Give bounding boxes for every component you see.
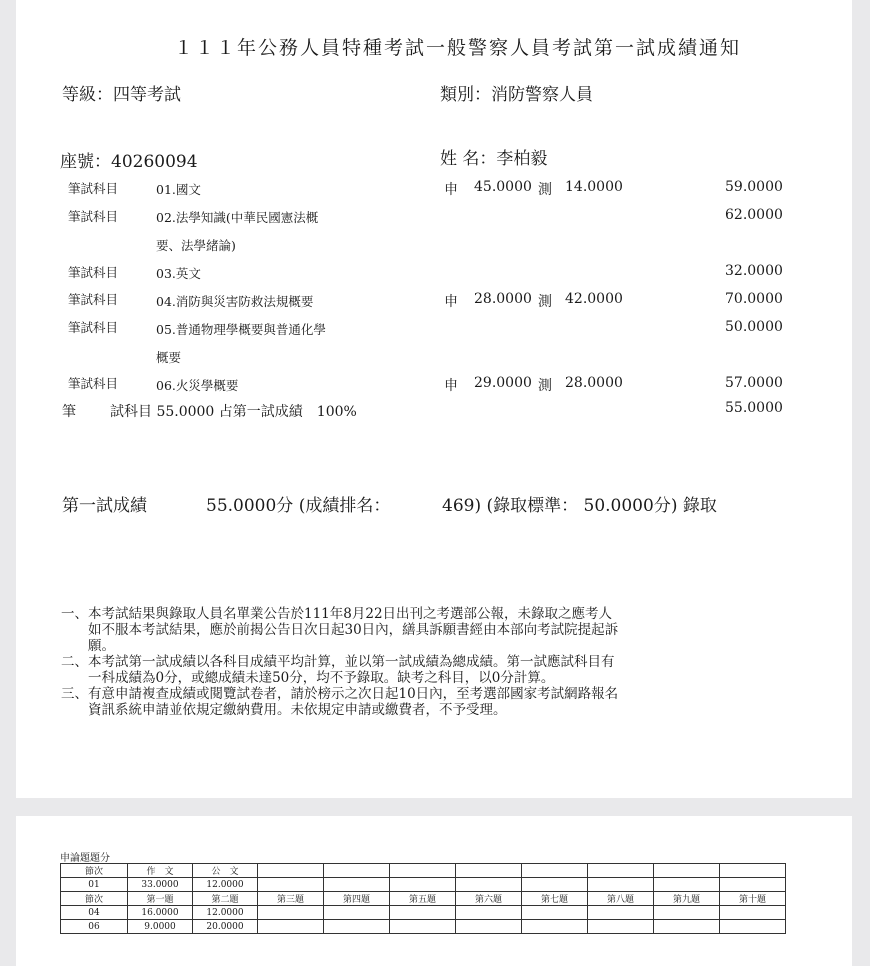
table-cell (720, 864, 786, 878)
table-cell: 06 (61, 920, 128, 934)
table-cell: 第一題 (128, 892, 193, 906)
subject-name: 05.普通物理學概要與普通化學 (156, 322, 326, 337)
table-cell: 33.0000 (128, 878, 193, 892)
table-cell (456, 878, 522, 892)
subject-total: 59.0000 (725, 179, 783, 195)
subject-label: 筆試科目 (68, 265, 119, 280)
table-cell (654, 864, 720, 878)
subject-name: 02.法學知識(中華民國憲法概 (156, 210, 319, 225)
table-cell (522, 920, 588, 934)
essay-score-table (60, 863, 786, 934)
table-row (61, 864, 786, 878)
table-cell: 第三題 (258, 892, 324, 906)
essay-scores-page (16, 816, 852, 966)
table-cell: 20.0000 (193, 920, 258, 934)
subject-label: 筆試科目 (68, 320, 119, 335)
essay-caption: 申論題題分 (60, 853, 110, 864)
subject-total: 32.0000 (725, 263, 783, 279)
table-row (61, 878, 786, 892)
table-row (61, 892, 786, 906)
table-cell (522, 878, 588, 892)
note-line: 資訊系統申請並依規定繳納費用。未依規定申請或繳費者，不予受理。 (61, 702, 507, 718)
subject-label: 筆試科目 (68, 209, 119, 224)
subject-essay-score: 45.0000 (474, 179, 532, 195)
table-cell (390, 878, 456, 892)
table-cell (258, 906, 324, 920)
note-line: 如不服本考試結果，應於前揭公告日次日起30日內，繕具訴願書經由本部向考試院提起訴 (61, 622, 619, 638)
note-line: 願。 (61, 638, 115, 654)
table-row (61, 906, 786, 920)
table-cell (588, 906, 654, 920)
rank-and-standard: 469) (錄取標準： 50.0000分) 錄取 (442, 496, 717, 516)
note-line: 三、有意申請複查成績或閱覽試卷者，請於榜示之次日起10日內，至考選部國家考試網路報名 (61, 686, 619, 702)
first-stage-score: 55.0000分 (成績排名： (206, 496, 391, 516)
table-cell: 第九題 (654, 892, 720, 906)
table-cell: 04 (61, 906, 128, 920)
table-cell: 第六題 (456, 892, 522, 906)
score-notice-page (16, 0, 852, 798)
table-cell: 第十題 (720, 892, 786, 906)
table-cell (258, 864, 324, 878)
table-cell: 第七題 (522, 892, 588, 906)
table-cell (720, 920, 786, 934)
table-cell: 節次 (61, 864, 128, 878)
subject-test-score: 28.0000 (565, 375, 623, 391)
subject-mark: 申 (444, 182, 458, 198)
table-cell (456, 920, 522, 934)
table-cell (324, 864, 390, 878)
table-cell: 01 (61, 878, 128, 892)
subject-essay-score: 29.0000 (474, 375, 532, 391)
note-line: 一科成績為0分，或總成績未達50分，均不予錄取。缺考之科目，以0分計算。 (61, 670, 555, 686)
subject-mark: 申 (444, 294, 458, 310)
subject-total: 62.0000 (725, 207, 783, 223)
subject-test-tag: 測 (538, 182, 552, 198)
table-cell: 第二題 (193, 892, 258, 906)
table-cell: 節次 (61, 892, 128, 906)
seat-number: 座號：40260094 (60, 152, 198, 172)
subject-label: 筆試科目 (68, 376, 119, 391)
table-cell (324, 920, 390, 934)
subject-name: 03.英文 (156, 266, 201, 281)
table-cell (654, 906, 720, 920)
table-cell (654, 878, 720, 892)
table-cell (390, 920, 456, 934)
table-cell (654, 920, 720, 934)
summary-weight: 試科目 55.0000 占第一試成績 100% (110, 404, 357, 420)
table-cell (324, 878, 390, 892)
table-cell (588, 878, 654, 892)
subject-test-tag: 測 (538, 378, 552, 394)
table-cell (456, 864, 522, 878)
table-cell: 作 文 (128, 864, 193, 878)
notes (61, 606, 618, 718)
subject-total: 57.0000 (725, 375, 783, 391)
subject-label: 筆試科目 (68, 181, 119, 196)
subject-name: 01.國文 (156, 182, 201, 197)
table-row (61, 920, 786, 934)
subject-name-cont: 要、法學緒論) (156, 238, 236, 253)
table-cell: 9.0000 (128, 920, 193, 934)
subject-name: 04.消防與災害防救法規概要 (156, 294, 314, 309)
table-cell: 公 文 (193, 864, 258, 878)
table-cell (720, 906, 786, 920)
subject-name: 06.火災學概要 (156, 378, 239, 393)
table-cell: 第八題 (588, 892, 654, 906)
subject-name-cont: 概要 (156, 350, 182, 365)
subject-test-score: 14.0000 (565, 179, 623, 195)
table-cell (390, 906, 456, 920)
summary-total: 55.0000 (725, 400, 783, 416)
table-cell: 第四題 (324, 892, 390, 906)
table-cell: 第五題 (390, 892, 456, 906)
subject-test-score: 42.0000 (565, 291, 623, 307)
table-cell (324, 906, 390, 920)
table-cell (588, 920, 654, 934)
exam-level: 等級：四等考試 (62, 85, 181, 105)
table-cell (258, 878, 324, 892)
table-cell: 12.0000 (193, 906, 258, 920)
document-title: １１１年公務人員特種考試一般警察人員考試第一試成績通知 (174, 37, 742, 59)
table-cell (522, 906, 588, 920)
subject-mark: 申 (444, 378, 458, 394)
table-cell (522, 864, 588, 878)
table-cell (588, 864, 654, 878)
subject-test-tag: 測 (538, 294, 552, 310)
subject-total: 70.0000 (725, 291, 783, 307)
table-cell (720, 878, 786, 892)
candidate-name: 姓 名：李柏毅 (440, 149, 548, 169)
subject-label: 筆試科目 (68, 292, 119, 307)
first-stage-label: 第一試成績 (62, 496, 147, 516)
table-cell (456, 906, 522, 920)
table-cell: 16.0000 (128, 906, 193, 920)
table-cell (390, 864, 456, 878)
note-line: 一、本考試結果與錄取人員名單業公告於111年8月22日出刊之考選部公報，未錄取之應考人 (61, 606, 613, 622)
subject-essay-score: 28.0000 (474, 291, 532, 307)
table-cell (258, 920, 324, 934)
subject-total: 50.0000 (725, 319, 783, 335)
table-cell: 12.0000 (193, 878, 258, 892)
exam-category: 類別：消防警察人員 (440, 85, 593, 105)
summary-label-start: 筆 (62, 404, 76, 420)
note-line: 二、本考試第一試成績以各科目成績平均計算，並以第一試成績為總成績。第一試應試科目有 (61, 654, 615, 670)
